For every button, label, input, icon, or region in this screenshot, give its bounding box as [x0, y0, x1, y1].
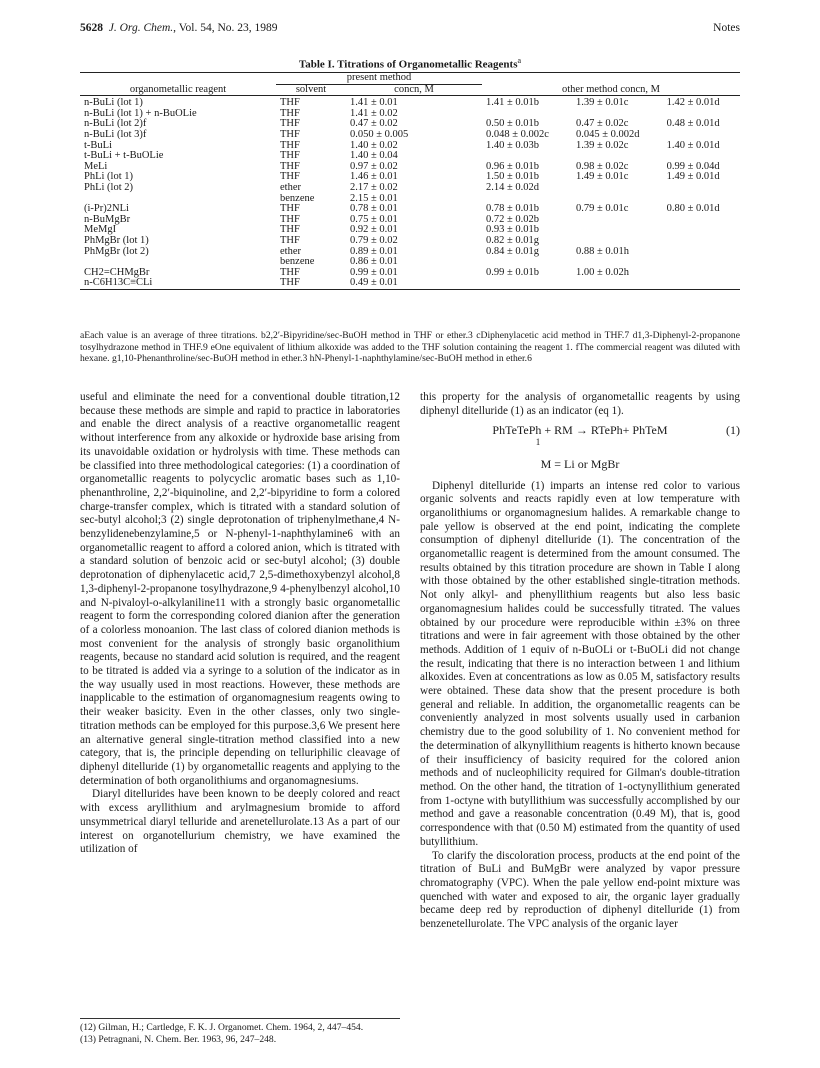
- cell-other-1: 0.048 ± 0.002c: [486, 128, 549, 140]
- table-row: [80, 130, 740, 141]
- header-reagent: organometallic reagent: [80, 73, 276, 96]
- paragraph: Diphenyl ditelluride (1) imparts an intense red color to various organic solvents and reacts rapidly even at low temperature with organolithiums or organomagnesium halides. A remarkable change to pale yellow is observed at the end point, indicating the complete consumption of diphenyl ditelluride (1). The concentration of the organometallic reagent is determined from the amount consumed. The results obtained by this titration procedure are shown in Table I along with those obtained by the other established single-titration methods. Not only alkyl- and phenyllithium reagents but also less basic organomagnesium halides could be successfully titrated. The values obtained by our procedure were reproducible within ±3% on three titrations and were in fair agreement with those obtained by the other methods. Addition of 1 equiv of n-BuOLi or t-BuOLi did not change the result, indicating that there is no interaction between 1 and lithium alkoxides. Even at concentrations as low as 0.05 M, satisfactory results were obtained. These data show that the present procedure is both general and reliable. In addition, the organometallic reagents can be conveniently analyzed in most solvents usually used in carbanion chemistry due to the good solubility of 1. No convenient method for the determination of alkynyllithium reagents is hitherto known because of their insufficiency of basicity required for the colored anion methods and of nucleophilicity required for Gilman's double-titration method. On the other hand, the titration of 1-octynyllithium generated from 1-octyne with butyllithium was successfully accomplished by our method and gave a reasonable concentration (0.49 M), that is, good correspondence with that (0.50 M) estimated from the quantity of used butyllithium.: [420, 479, 740, 848]
- cell-reagent: MeLi: [84, 160, 108, 172]
- cell-reagent: (i-Pr)2NLi: [84, 203, 129, 215]
- cell-other-1: [482, 278, 572, 289]
- cell-other-3: [663, 215, 740, 226]
- table-row: [80, 278, 740, 289]
- cell-concn: 0.49 ± 0.01: [346, 278, 482, 289]
- table-footnotes: aEach value is an average of three titrations. b2,2′-Bipyridine/sec-BuOH method in THF or ether.3 cDiphenylacetic acid method in THF.7 d1,3-Diphenyl-2-propanone tosylhydrazone method in THF.9 eOne equivalent of lithium alkoxide was added to the THF solution containing the reagent 1. fThe commercial reagent was diluted with hexane. g1,10-Phenanthroline/sec-BuOH method in ether.3 hN-Phenyl-1-naphthylamine/sec-BuOH method in ether.6: [80, 330, 740, 364]
- cell-reagent: PhMgBr (lot 1): [84, 234, 149, 246]
- table-title: Table I. Titrations of Organometallic Reagents$^a$: [298, 56, 522, 71]
- cell-other-1: 0.99 ± 0.01b: [486, 266, 540, 278]
- cell-other-1: 0.78 ± 0.01b: [486, 203, 540, 215]
- header-present-method: present method: [276, 73, 482, 85]
- cell-solvent: benzene: [280, 192, 315, 204]
- cell-reagent: PhLi (lot 2): [84, 181, 133, 193]
- cell-solvent: THF: [276, 278, 346, 289]
- cell-reagent: n-BuLi (lot 2)f: [84, 118, 147, 130]
- cell-solvent: THF: [280, 234, 300, 246]
- cell-reagent: CH2=CHMgBr: [84, 266, 150, 278]
- cell-other-1: 0.82 ± 0.01g: [486, 234, 540, 246]
- right-column: [420, 391, 740, 932]
- cell-other-3: 1.40 ± 0.01d: [666, 139, 720, 151]
- cell-concn: 0.75 ± 0.01: [350, 213, 398, 225]
- paragraph: Diaryl ditellurides have been known to be deeply colored and react with excess aryllithium and arylmagnesium bromide to afford unsymmetrical diaryl telluride and arenetellurolate.13 As a part of our interest on organotellurium chemistry, we have examined the utilization of: [80, 788, 400, 856]
- table-row: [80, 96, 740, 109]
- cell-other-3: 0.80 ± 0.01d: [666, 203, 720, 215]
- cell-other-3: 1.42 ± 0.01d: [666, 97, 720, 109]
- cell-other-3: [663, 257, 740, 268]
- table-row: [80, 225, 740, 236]
- cell-solvent: THF: [280, 150, 300, 162]
- cell-other-3: [663, 278, 740, 289]
- cell-reagent: n-BuLi (lot 3)f: [84, 128, 147, 140]
- cell-solvent: ether: [280, 181, 301, 193]
- cell-concn: 1.41 ± 0.02: [350, 107, 398, 119]
- titration-table-wrapper: [80, 72, 740, 290]
- equation-1: PhTeTePh + RM → RTePh+ PhTeM (1): [492, 423, 740, 438]
- cell-solvent: THF: [280, 97, 300, 109]
- cell-other-3: [663, 130, 740, 141]
- cell-concn: 0.47 ± 0.02: [350, 118, 398, 130]
- cell-other-2: 1.39 ± 0.01c: [575, 97, 629, 109]
- table-row: [80, 172, 740, 183]
- cell-reagent: n-BuMgBr: [84, 213, 131, 225]
- cell-reagent: n-C6H13C≡CLi: [80, 278, 276, 289]
- cell-reagent: n-BuLi (lot 1): [84, 97, 143, 109]
- cell-concn: 0.97 ± 0.02: [350, 160, 398, 172]
- cell-other-1: 0.96 ± 0.01b: [486, 160, 540, 172]
- section-label: Notes: [713, 22, 740, 34]
- cell-solvent: benzene: [280, 256, 315, 268]
- table-row: [80, 247, 740, 258]
- cell-other-3: 0.99 ± 0.04d: [666, 160, 720, 172]
- cell-solvent: THF: [280, 203, 300, 215]
- cell-solvent: THF: [280, 224, 300, 236]
- cell-solvent: THF: [280, 160, 300, 172]
- cell-other-3: 1.49 ± 0.01d: [666, 171, 720, 183]
- reference-12: (12) Gilman, H.; Cartledge, F. K. J. Organomet. Chem. 1964, 2, 447–454.: [80, 1022, 364, 1033]
- cell-other-3: [663, 236, 740, 247]
- table-row: [80, 109, 740, 120]
- table-row: [80, 162, 740, 173]
- paragraph: To clarify the discoloration process, products at the end point of the titration of BuLi and BuMgBr were analyzed by vapor pressure chromatography (VPC). When the pale yellow end-point mixture was quenched with water and exposed to air, the organic layer gradually became deep red by reproduction of diphenyl ditelluride (1) from benzenetellurolate. The VPC analysis of the organic layer: [420, 849, 740, 931]
- cell-concn: 2.17 ± 0.02: [350, 181, 398, 193]
- cell-other-3: [663, 268, 740, 279]
- cell-other-2: 0.98 ± 0.02c: [575, 160, 629, 172]
- cell-solvent: THF: [280, 128, 300, 140]
- cell-concn: 0.89 ± 0.01: [350, 245, 398, 257]
- table-row: [80, 236, 740, 247]
- cell-solvent: ether: [280, 245, 301, 257]
- cell-other-1: 0.84 ± 0.01g: [486, 245, 540, 257]
- cell-other-2: 0.47 ± 0.02c: [575, 118, 629, 130]
- cell-concn: 1.46 ± 0.01: [350, 171, 398, 183]
- cell-other-3: [663, 247, 740, 258]
- cell-other-1: 2.14 ± 0.02d: [486, 181, 540, 193]
- table-row: [80, 268, 740, 279]
- cell-other-1: 1.40 ± 0.03b: [486, 139, 540, 151]
- cell-solvent: THF: [280, 213, 300, 225]
- cell-other-1: 0.50 ± 0.01b: [486, 118, 540, 130]
- table-row: [80, 215, 740, 226]
- cell-concn: 2.15 ± 0.01: [350, 192, 398, 204]
- journal-issue: , Vol. 54, No. 23, 1989: [173, 22, 278, 34]
- compound-label: 1: [535, 437, 541, 448]
- cell-other-3: [663, 183, 740, 194]
- cell-concn: 0.79 ± 0.02: [350, 234, 398, 246]
- cell-other-2: 0.045 ± 0.002d: [575, 128, 640, 140]
- cell-reagent: t-BuLi + t-BuOLie: [84, 150, 164, 162]
- cell-other-2: [572, 236, 663, 247]
- cell-other-3: 0.48 ± 0.01d: [666, 118, 720, 130]
- cell-concn: 0.050 ± 0.005: [350, 128, 409, 140]
- cell-other-2: [572, 278, 663, 289]
- cell-solvent: THF: [280, 171, 300, 183]
- table-row: [80, 151, 740, 162]
- cell-reagent: t-BuLi: [84, 139, 112, 151]
- cell-solvent: THF: [280, 107, 300, 119]
- cell-reagent: PhLi (lot 1): [84, 171, 133, 183]
- cell-concn: 0.99 ± 0.01: [350, 266, 398, 278]
- equation-2: M = Li or MgBr: [540, 456, 620, 471]
- cell-other-1: 0.93 ± 0.01b: [486, 224, 540, 236]
- reference-13: (13) Petragnani, N. Chem. Ber. 1963, 96, 247–248.: [80, 1033, 277, 1045]
- header-concn: concn, M: [346, 84, 482, 96]
- equation-number: (1): [726, 423, 740, 438]
- table-row: [80, 194, 740, 205]
- page-number: 5628: [80, 22, 103, 34]
- paragraph: this property for the analysis of organometallic reagents by using diphenyl ditelluride (1) as an indicator (eq 1).: [420, 391, 740, 417]
- cell-concn: 0.92 ± 0.01: [350, 224, 398, 236]
- cell-other-1: 1.50 ± 0.01b: [486, 171, 540, 183]
- cell-reagent: PhMgBr (lot 2): [84, 245, 149, 257]
- references: [80, 1018, 400, 1045]
- cell-other-2: 0.79 ± 0.01c: [575, 203, 629, 215]
- cell-reagent: n-BuLi (lot 1) + n-BuOLie: [84, 107, 197, 119]
- cell-solvent: THF: [280, 118, 300, 130]
- header-other-method: other method concn, M: [482, 73, 740, 96]
- cell-concn: 1.40 ± 0.04: [350, 150, 398, 162]
- cell-other-2: 1.49 ± 0.01c: [575, 171, 629, 183]
- cell-concn: 0.78 ± 0.01: [350, 203, 398, 215]
- left-column: [80, 391, 400, 857]
- cell-other-2: [572, 183, 663, 194]
- table-row: [80, 183, 740, 194]
- cell-concn: 1.40 ± 0.02: [350, 139, 398, 151]
- cell-other-2: 0.88 ± 0.01h: [575, 245, 629, 257]
- table-row: [80, 257, 740, 268]
- cell-other-1: 1.41 ± 0.01b: [486, 97, 540, 109]
- titration-table: [80, 72, 740, 290]
- cell-other-2: 1.00 ± 0.02h: [575, 266, 629, 278]
- table-body: [80, 96, 740, 290]
- paragraph: useful and eliminate the need for a conventional double titration,12 because these methods are simple and rapid to practice in laboratories and enable the direct analysis of a reactive organometallic reagent without interference from any alkoxide or hydroxide base arising from its unavoidable oxidation or hydrolysis with time. These methods can be classified into three methodological categories: (1) a coordination of organometallic reagents to polycyclic aromatic bases such as 1,10-phenanthroline, 2,2′-biquinoline, and 2,2′-bipyridine to form a colored charge-transfer complex, which is titrated with a standard solution of sec-butyl alcohol;3 (2) single deprotonation of triphenylmethane,4 N-benzylidenebenzylamine,5 or N-phenyl-1-naphthylamine6 with an organometallic reagent to afford a colored anion, which is titrated with a standard solution of benzoic acid or sec-butyl alcohol; (3) double deprotonation of diphenylacetic acid,7 2,5-dimethoxybenzyl alcohol,8 1,3-diphenyl-2-propanone tosylhydrazone,9 4-phenylbenzyl alcohol,10 and N-pivaloyl-o-alkylaniline11 with a strongly basic organometallic reagent to form the corresponding colored dianion after the generation of a colorless monoanion. The last class of colored dianion methods is most convenient for the analysis of strongly basic organolithium reagents, because no standard acid solution is required, and the reagent to be titrated is added via a syringe to a solution of the indicator as in the way usually used in most reactions. However, these methods are inapplicable to the estimation of organomagnesium reagents owing to their weaker basicity. Even in the other classes, only two single-titration methods can be employed for this purpose.3,6 We present here an alternative general single-titration method classified into a new category, that is, the principle depending on telluriphilic cleavage of diphenyl ditelluride (1) by organometallic reagents and applying to the determination of both organolithiums and organomagnesiums.: [80, 391, 400, 787]
- cell-other-2: [572, 225, 663, 236]
- table-row: [80, 204, 740, 215]
- cell-solvent: THF: [280, 266, 300, 278]
- cell-solvent: THF: [280, 139, 300, 151]
- cell-other-3: [663, 225, 740, 236]
- cell-concn: 0.86 ± 0.01: [350, 256, 398, 268]
- table-row: [80, 119, 740, 130]
- cell-concn: 1.41 ± 0.01: [350, 97, 398, 109]
- cell-other-2: 1.39 ± 0.02c: [575, 139, 629, 151]
- table-row: [80, 141, 740, 152]
- header-solvent: solvent: [276, 84, 346, 96]
- cell-other-2: [572, 215, 663, 226]
- journal-name: J. Org. Chem.: [108, 22, 174, 34]
- cell-other-1: 0.72 ± 0.02b: [486, 213, 540, 225]
- cell-reagent: MeMgI: [84, 224, 117, 236]
